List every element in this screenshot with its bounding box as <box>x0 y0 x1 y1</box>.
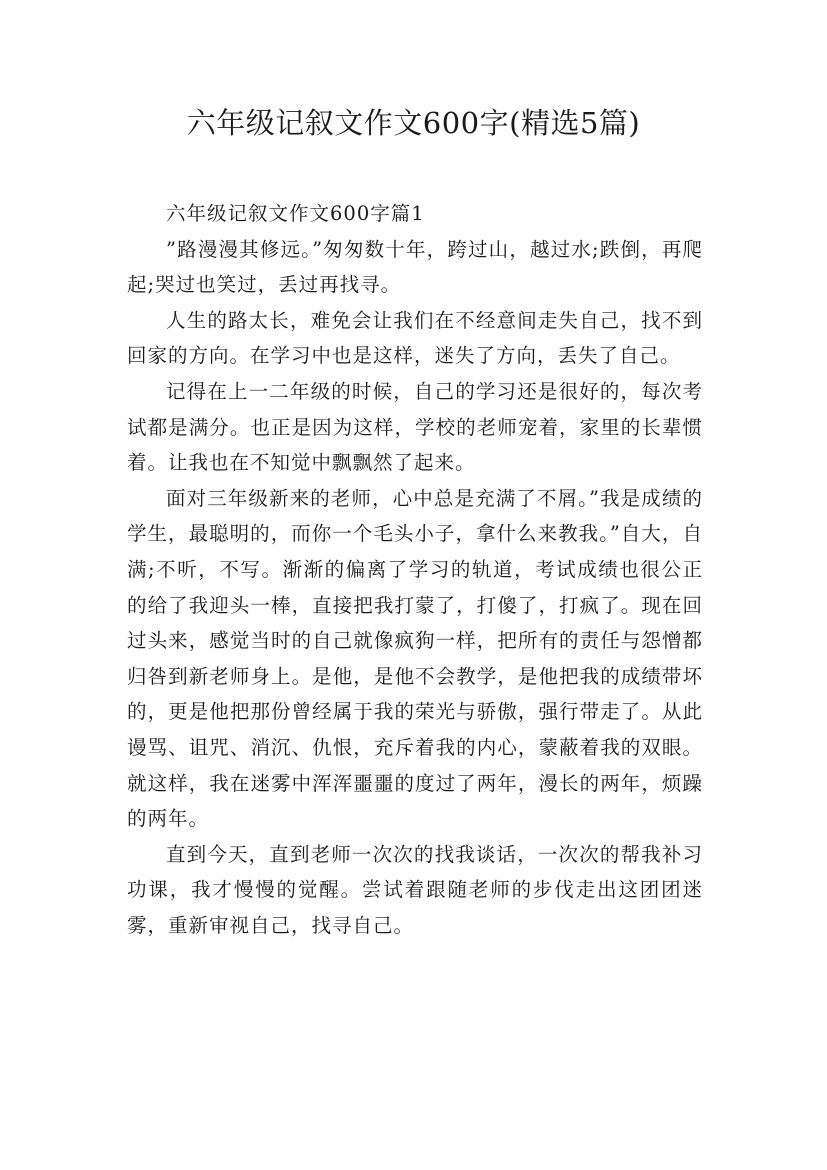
document-title: 六年级记叙文作文600字(精选5篇) <box>186 106 641 140</box>
paragraph: 直到今天，直到老师一次次的找我谈话，一次次的帮我补习功课，我才慢慢的觉醒。尝试着跟随老师的步伐走出这团团迷雾，重新审视自己，找寻自己。 <box>127 842 703 937</box>
paragraph: 人生的路太长，难免会让我们在不经意间走失自己，找不到回家的方向。在学习中也是这样，迷失了方向，丢失了自己。 <box>127 308 703 368</box>
document-body <box>127 196 703 943</box>
paragraph: ”路漫漫其修远。”匆匆数十年，跨过山，越过水;跌倒，再爬起;哭过也笑过，丢过再找寻。 <box>127 237 703 297</box>
paragraph: 面对三年级新来的老师，心中总是充满了不屑。”我是成绩的学生，最聪明的，而你一个毛头小子，拿什么来教我。”自大，自满;不听，不写。渐渐的偏离了学习的轨道，考试成绩也很公正的给了我迎头一棒，直接把我打蒙了，打傻了，打疯了。现在回过头来，感觉当时的自己就像疯狗一样，把所有的责任与怨憎都归咎到新老师身上。是他，是他不会教学，是他把我的成绩带坏的，更是他把那份曾经属于我的荣光与骄傲，强行带走了。从此谩骂、诅咒、消沉、仇恨，充斥着我的内心，蒙蔽着我的双眼。就这样，我在迷雾中浑浑噩噩的度过了两年，漫长的两年，烦躁的两年。 <box>127 486 703 831</box>
section-heading: 六年级记叙文作文600字篇1 <box>166 202 425 225</box>
paragraph: 记得在上一二年级的时候，自己的学习还是很好的，每次考试都是满分。也正是因为这样，学校的老师宠着，家里的长辈惯着。让我也在不知觉中飘飘然了起来。 <box>127 379 703 475</box>
